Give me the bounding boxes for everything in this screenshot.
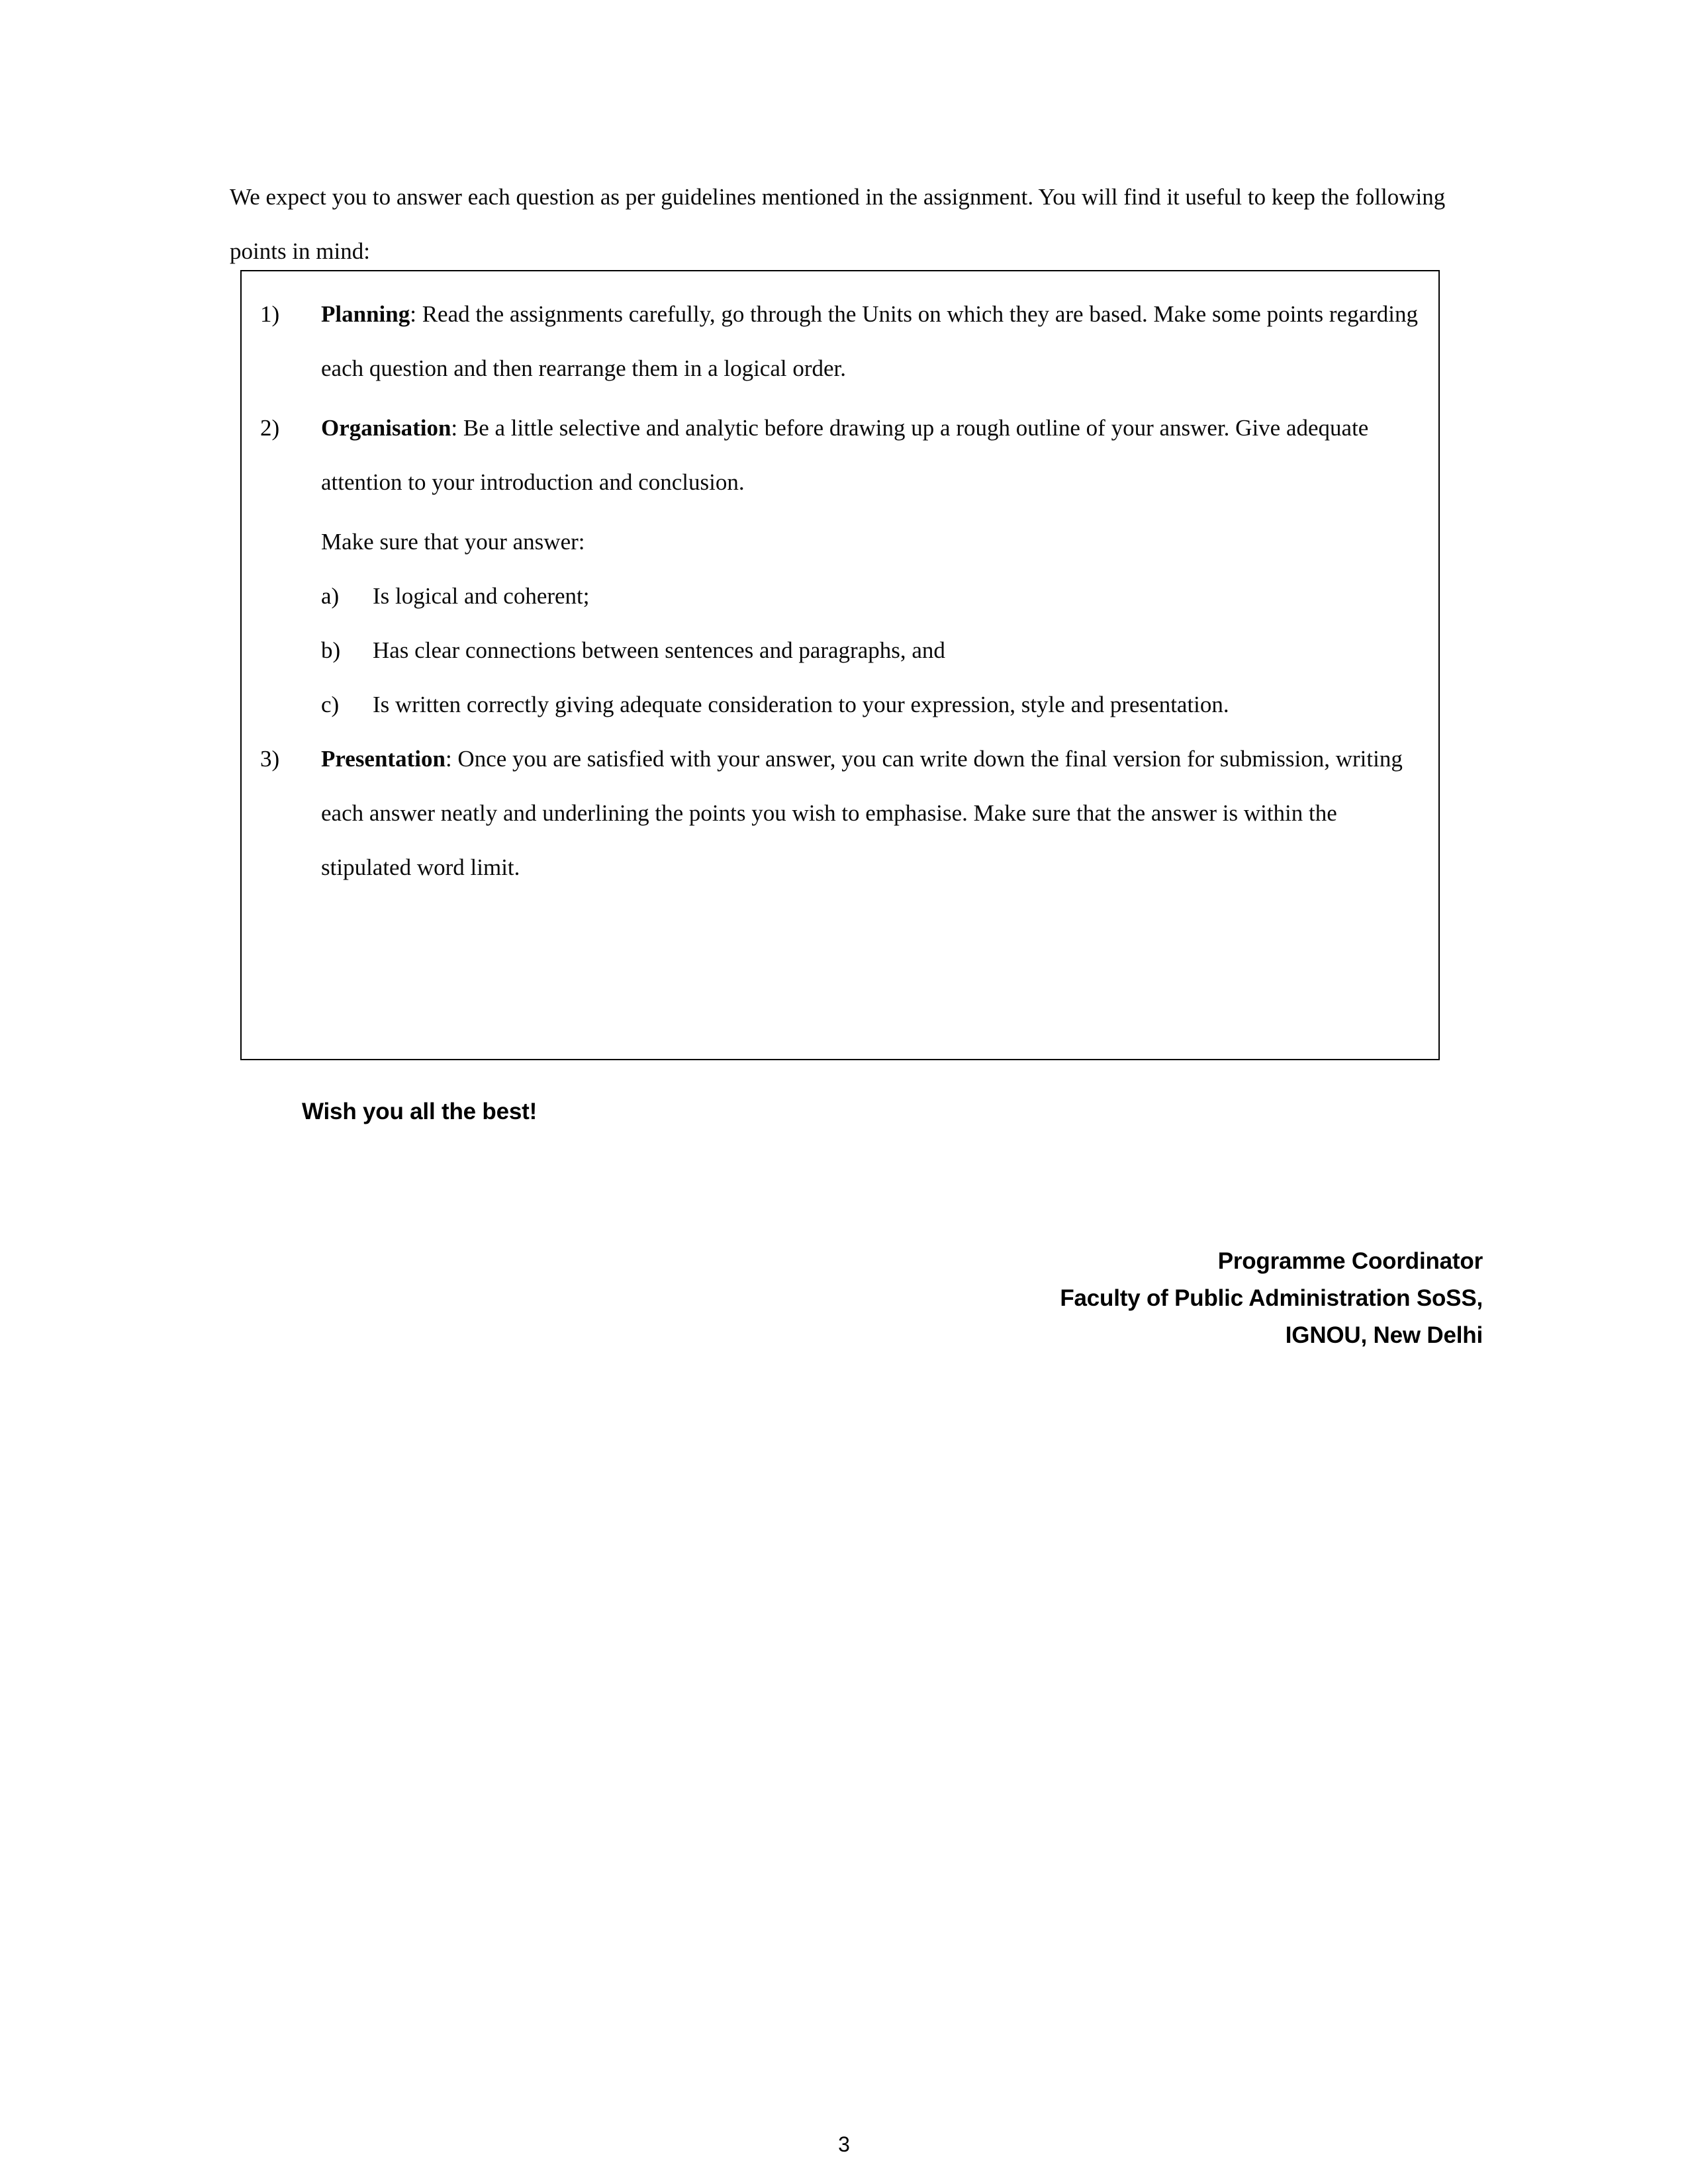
page-number: 3 xyxy=(838,2132,850,2156)
list-marker: 2) xyxy=(260,415,280,441)
guideline-item-organisation xyxy=(260,401,1423,510)
guideline-item-text xyxy=(321,732,1423,895)
guidelines-box xyxy=(240,270,1440,1060)
list-marker: 3) xyxy=(260,746,280,772)
guidelines-sub-list xyxy=(260,569,1423,732)
guideline-lead-term: Presentation xyxy=(321,746,445,772)
guideline-lead-term: Organisation xyxy=(321,415,451,441)
closing-wish-text: Wish you all the best! xyxy=(302,1099,538,1124)
guideline-item-presentation xyxy=(260,732,1423,895)
sub-item-b xyxy=(321,623,1423,678)
guideline-item-text xyxy=(321,401,1423,510)
sub-list-marker: c) xyxy=(321,692,340,717)
guidelines-ordered-list xyxy=(260,287,1423,900)
sub-list-intro: Make sure that your answer: xyxy=(321,529,585,555)
sub-item-c xyxy=(321,678,1423,732)
signature-block xyxy=(1060,1243,1483,1354)
guideline-body-text: : Once you are satisfied with your answer, you can write down the final version for submission, writing each answer neatly and underlining the points you wish to emphasise. Make sure that the answer is within the stipulated word limit. xyxy=(321,746,1403,880)
guideline-item-planning xyxy=(260,287,1423,396)
guideline-body-text: : Read the assignments carefully, go through the Units on which they are based. Make some points regarding each question and then rearrange them in a logical order. xyxy=(321,301,1419,381)
list-marker: 1) xyxy=(260,301,280,327)
sub-item-text: Is written correctly giving adequate consideration to your expression, style and presentation. xyxy=(373,692,1229,717)
sub-list-marker: b) xyxy=(321,637,341,663)
guideline-lead-term: Planning xyxy=(321,301,410,327)
guideline-item-text xyxy=(321,287,1423,396)
guideline-body-text: : Be a little selective and analytic before drawing up a rough outline of your answer. Give adequate attention to your introduction and conclusion. xyxy=(321,415,1369,495)
sub-list-marker: a) xyxy=(321,583,340,609)
intro-paragraph: We expect you to answer each question as per guidelines mentioned in the assignment. You will find it useful to keep the following points in mind: xyxy=(230,184,1446,264)
sub-item-text: Has clear connections between sentences and paragraphs, and xyxy=(373,637,945,663)
sub-item-text: Is logical and coherent; xyxy=(373,583,590,609)
signature-line-faculty: Faculty of Public Administration SoSS, xyxy=(1060,1285,1483,1311)
signature-line-role: Programme Coordinator xyxy=(1217,1248,1483,1274)
sub-item-a xyxy=(321,569,1423,623)
signature-line-institution: IGNOU, New Delhi xyxy=(1285,1322,1483,1348)
